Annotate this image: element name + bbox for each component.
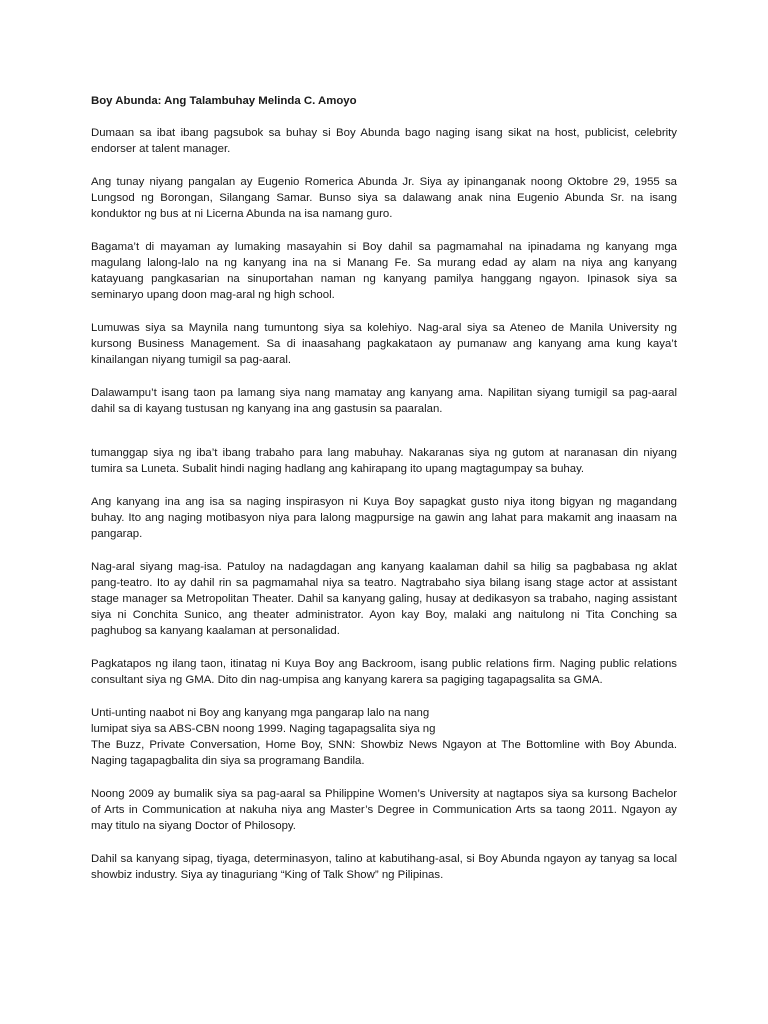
paragraph-childhood: Bagama’t di mayaman ay lumaking masayahin si Boy dahil sa pagmamahal na ipinadama ng kanyang mga magulang lalong-lalo na ng kanyang ina na si Manang Fe. Sa murang edad ay alam na niya ang kanyang katayuang pangkasarian na sinuportahan naman ng kanyang pamilya hanggang ngayon. Ipinasok siya sa seminaryo upang doon mag-aral ng high school.	[91, 241, 677, 301]
paragraph-backroom: Pagkatapos ng ilang taon, itinatag ni Kuya Boy ang Backroom, isang public relations firm. Naging public relations consultant siya ng GMA. Dito din nag-umpisa ang kanyang karera sa pagiging tagapagsalita sa GMA.	[91, 658, 677, 686]
paragraph-conclusion: Dahil sa kanyang sipag, tiyaga, determinasyon, talino at kabutihang-asal, si Boy Abunda ngayon ay tanyag sa local showbiz industry. Siya ay tinaguriang “King of Talk Show” ng Pilipinas.	[91, 853, 677, 881]
document-page	[91, 93, 677, 900]
paragraph-father-death: Dalawampu’t isang taon pa lamang siya nang mamatay ang kanyang ama. Napilitan siyang tumigil sa pag-aaral dahil sa di kayang tustusan ng kanyang ina ang gastusin sa paaralan.	[91, 387, 677, 415]
paragraph-line: Unti-unting naabot ni Boy ang kanyang mga pangarap lalo na nang	[91, 707, 430, 719]
paragraph-education: Noong 2009 ay bumalik siya sa pag-aaral sa Philippine Women’s University at nagtapos siya sa kursong Bachelor of Arts in Communication at nakuha niya ang Master’s Degree in Communication Arts sa taong 2011. Ngayon ay may titulo na siyang Doctor of Philosopy.	[91, 788, 677, 832]
paragraph-college: Lumuwas siya sa Maynila nang tumuntong siya sa kolehiyo. Nag-aral siya sa Ateneo de Manila University ng kursong Business Management. Sa di inaasahang pagkakataon ay pumanaw ang kanyang ama kung kaya’t kinailangan niyang tumigil sa pag-aaral.	[91, 322, 677, 366]
paragraph-abs-cbn	[91, 705, 677, 769]
paragraph-inspiration: Ang kanyang ina ang isa sa naging inspirasyon ni Kuya Boy sapagkat gusto niya itong bigyan ng magandang buhay. Ito ang naging motibasyon niya para lalong magpursige na gawin ang lahat para makamit ang inaasam na pangarap.	[91, 496, 677, 540]
document-title: Boy Abunda: Ang Talambuhay Melinda C. Amoyo	[91, 95, 357, 107]
paragraph-intro: Dumaan sa ibat ibang pagsubok sa buhay si Boy Abunda bago naging isang sikat na host, publicist, celebrity endorser at talent manager.	[91, 127, 677, 155]
paragraph-hardship: tumanggap siya ng iba’t ibang trabaho para lang mabuhay. Nakaranas siya ng gutom at naranasan din niyang tumira sa Luneta. Subalit hindi naging hadlang ang kahirapang ito upang magtagumpay sa buhay.	[91, 447, 677, 475]
paragraph-theater: Nag-aral siyang mag-isa. Patuloy na nadagdagan ang kanyang kaalaman dahil sa hilig sa pagbabasa ng aklat pang-teatro. Ito ay dahil rin sa pagmamahal niya sa teatro. Nagtrabaho siya bilang isang stage actor at assistant stage manager sa Metropolitan Theater. Dahil sa kanyang galing, husay at dedikasyon sa trabaho, naging assistant siya ni Conchita Sunico, ang theater administrator. Ayon kay Boy, malaki ang naitulong ni Tita Conching sa paghubog sa kanyang kaalaman at personalidad.	[91, 561, 677, 637]
paragraph-birth: Ang tunay niyang pangalan ay Eugenio Romerica Abunda Jr. Siya ay ipinanganak noong Oktobre 29, 1955 sa Lungsod ng Borongan, Silangang Samar. Bunso siya sa dalawang anak nina Eugenio Abunda Sr. na isang konduktor ng bus at ni Licerna Abunda na isa namang guro.	[91, 176, 677, 220]
paragraph-line: The Buzz, Private Conversation, Home Boy, SNN: Showbiz News Ngayon at The Bottomline with Boy Abunda. Naging tagapagbalita din siya sa programang Bandila.	[91, 739, 677, 767]
paragraph-line: lumipat siya sa ABS-CBN noong 1999. Naging tagapagsalita siya ng	[91, 723, 436, 735]
